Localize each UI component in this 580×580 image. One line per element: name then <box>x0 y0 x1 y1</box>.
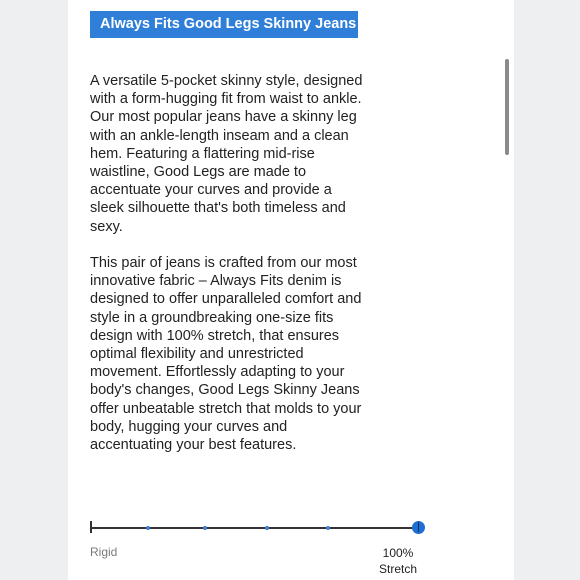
stretch-scale-track <box>90 527 418 529</box>
scale-step-dot <box>146 526 150 530</box>
description-text: This pair of jeans is crafted from our most innovative fabric – Always Fits denim is designed to offer unparalleled comfort and style in a groundbreaking one-size fits design with 100% stretch, that ensures optimal flexibility and unrestricted movement. Effortlessly adapting to your body's changes, Good Legs Skinny Jeans offer unbeatable stretch that molds to your body, hugging your curves and accentuating your best features. <box>90 255 362 454</box>
description-paragraph-1 <box>90 72 365 236</box>
description-paragraph-2 <box>90 254 365 454</box>
scale-max-label <box>370 545 426 577</box>
vertical-scrollbar[interactable] <box>505 59 509 155</box>
scale-step-dot <box>203 526 207 530</box>
scale-start-tick <box>90 521 92 533</box>
scale-step-dot <box>326 526 330 530</box>
product-title: Always Fits Good Legs Skinny Jeans <box>90 11 358 38</box>
stretch-scale-slider <box>90 520 426 536</box>
scale-max-label-line1: 100% <box>382 546 414 560</box>
scale-step-dot <box>265 526 269 530</box>
description-text: A versatile 5-pocket skinny style, designed with a form-hugging fit from waist to ankle. Our most popular jeans have a skinny leg with an ankle-length inseam and a clean hem. Featuring a flattering mid-rise waistline, Good Legs are made to accentuate your curves and provide a sleek silhouette that's both timeless and sexy. <box>90 73 363 235</box>
stretch-level-marker <box>412 521 425 534</box>
scale-min-label: Rigid <box>90 545 118 559</box>
scale-max-label-line2: Stretch <box>378 562 417 576</box>
